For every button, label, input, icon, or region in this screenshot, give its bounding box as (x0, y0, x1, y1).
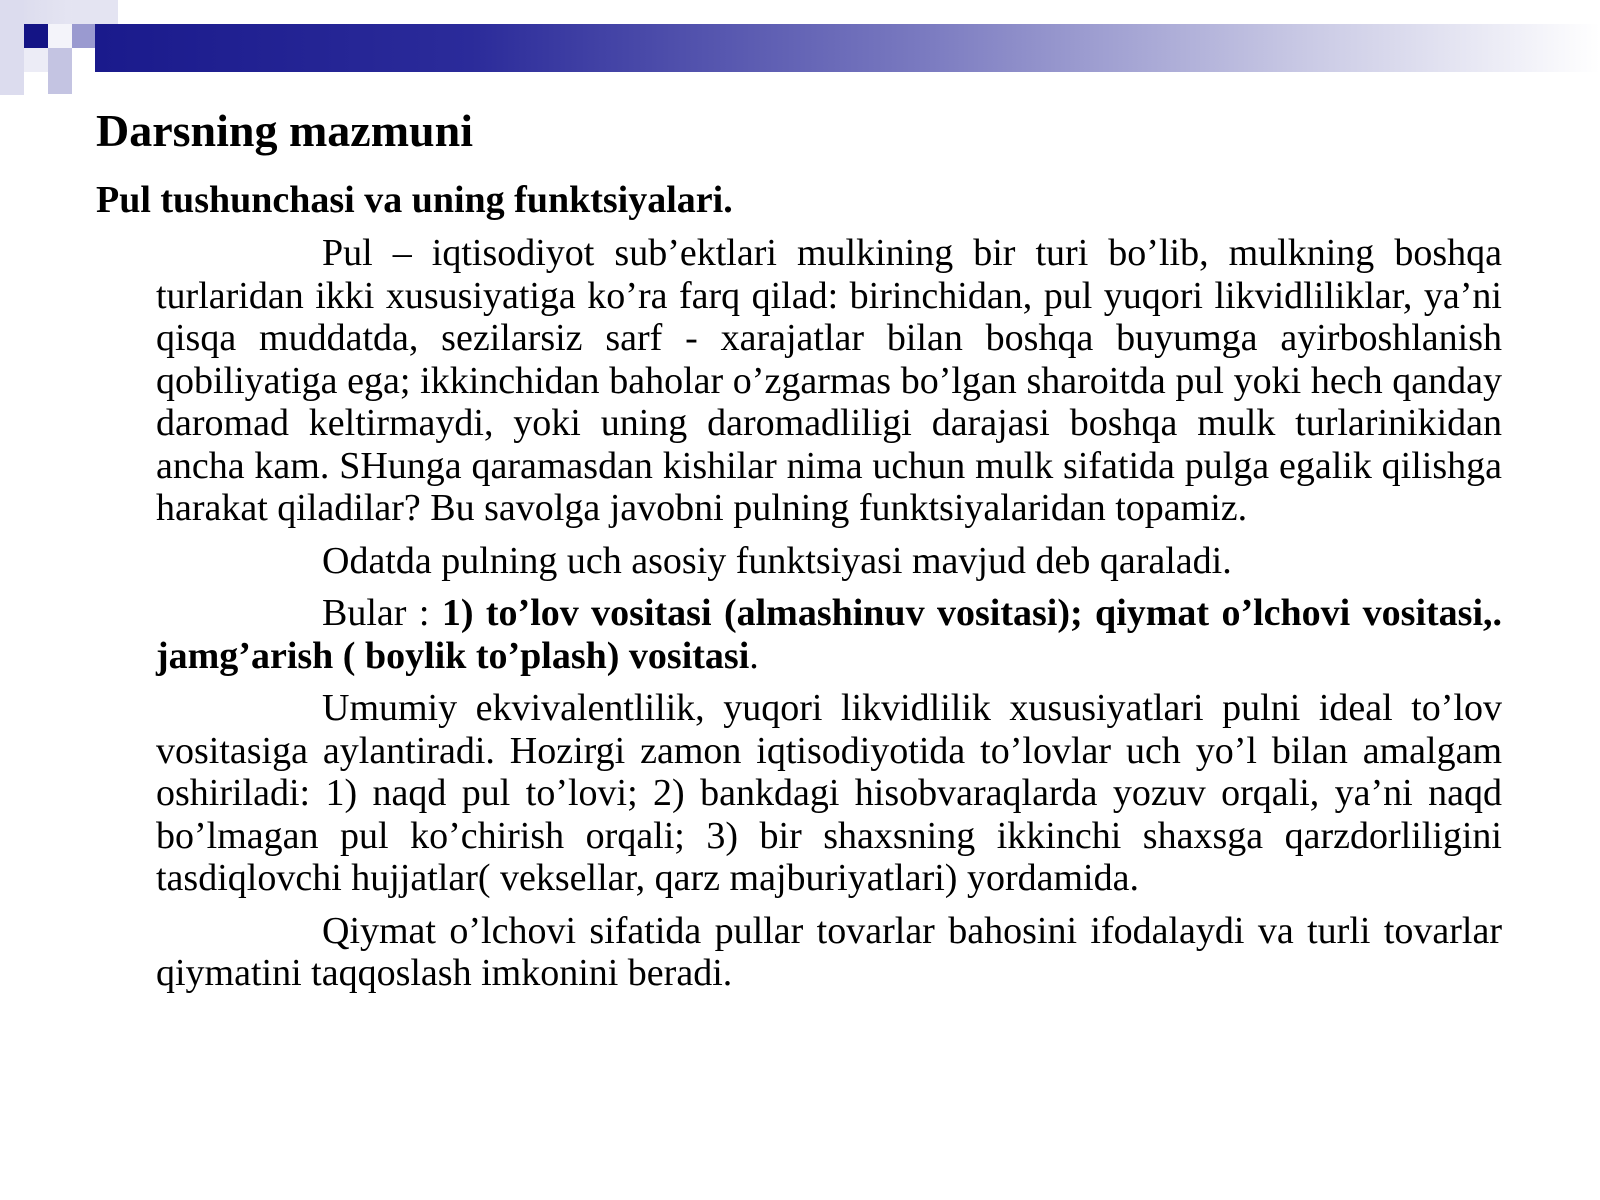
paragraph-value-measure: Qiymat o’lchovi sifatida pullar tovarlar bahosini ifodalaydi va turli tovarlar qiymatini taqqoslash imkonini beradi. (156, 909, 1502, 994)
functions-lead: Bular : (322, 592, 442, 634)
header-band (95, 24, 1600, 72)
decor-square (24, 48, 48, 72)
decor-square-bullet (24, 24, 48, 48)
paragraph-definition: Pul – iqtisodiyot sub’ektlari mulkining bir turi bo’lib, mulkning boshqa turlaridan ikki xususiyatiga ko’ra farq qilad: birinchidan, pul yuqori likvidliliklar, ya’ni qisqa muddatda, sezilarsiz sarf - xarajatlar bilan boshqa buyumga ayirboshlanish qobiliyatiga ega; ikkinchidan baholar o’zgarmas bo’lgan sharoitda pul yoki hech qanday daromad keltirmaydi, yoki uning daromadliligi darajasi boshqa mulk turlarinikidan ancha kam. SHunga qaramasdan kishilar nima uchun mulk sifatida pulga egalik qilishga harakat qiladilar? Bu savolga javobni pulning funktsiyalaridan topamiz. (156, 232, 1502, 529)
slide-title: Darsning mazmuni (96, 105, 473, 156)
slide-body (156, 232, 1502, 1005)
decor-square (48, 24, 72, 48)
decor-square (48, 48, 72, 94)
paragraph-payment-means: Umumiy ekvivalentlilik, yuqori likvidlilik xususiyatlari pulni ideal to’lov vositasiga aylantiradi. Hozirgi zamon iqtisodiyotida to’lovlar uch yo’l bilan amalgam oshiriladi: 1) naqd pul to’lovi; 2) bankdagi hisobvaraqlarda yozuv orqali, ya’ni naqd bo’lmagan pul ko’chirish orqali; 3) bir shaxsning ikkinchi shaxsga qarzdorliligini tasdiqlovchi hujjatlar( veksellar, qarz majburiyatlari) yordamida. (156, 687, 1502, 899)
functions-end: . (749, 634, 759, 677)
decor-square (0, 0, 24, 95)
functions-bold: 1) to’lov vositasi (almashinuv vositasi); qiymat o’lchovi vositasi,. jamg’arish ( boylik to’plash) vositasi (156, 592, 1503, 677)
slide-subtitle: Pul tushunchasi va uning funktsiyalari. (96, 179, 733, 221)
paragraph-functions-list (156, 592, 1502, 677)
paragraph-functions-intro: Odatda pulning uch asosiy funktsiyasi mavjud deb qaraladi. (322, 539, 1232, 582)
